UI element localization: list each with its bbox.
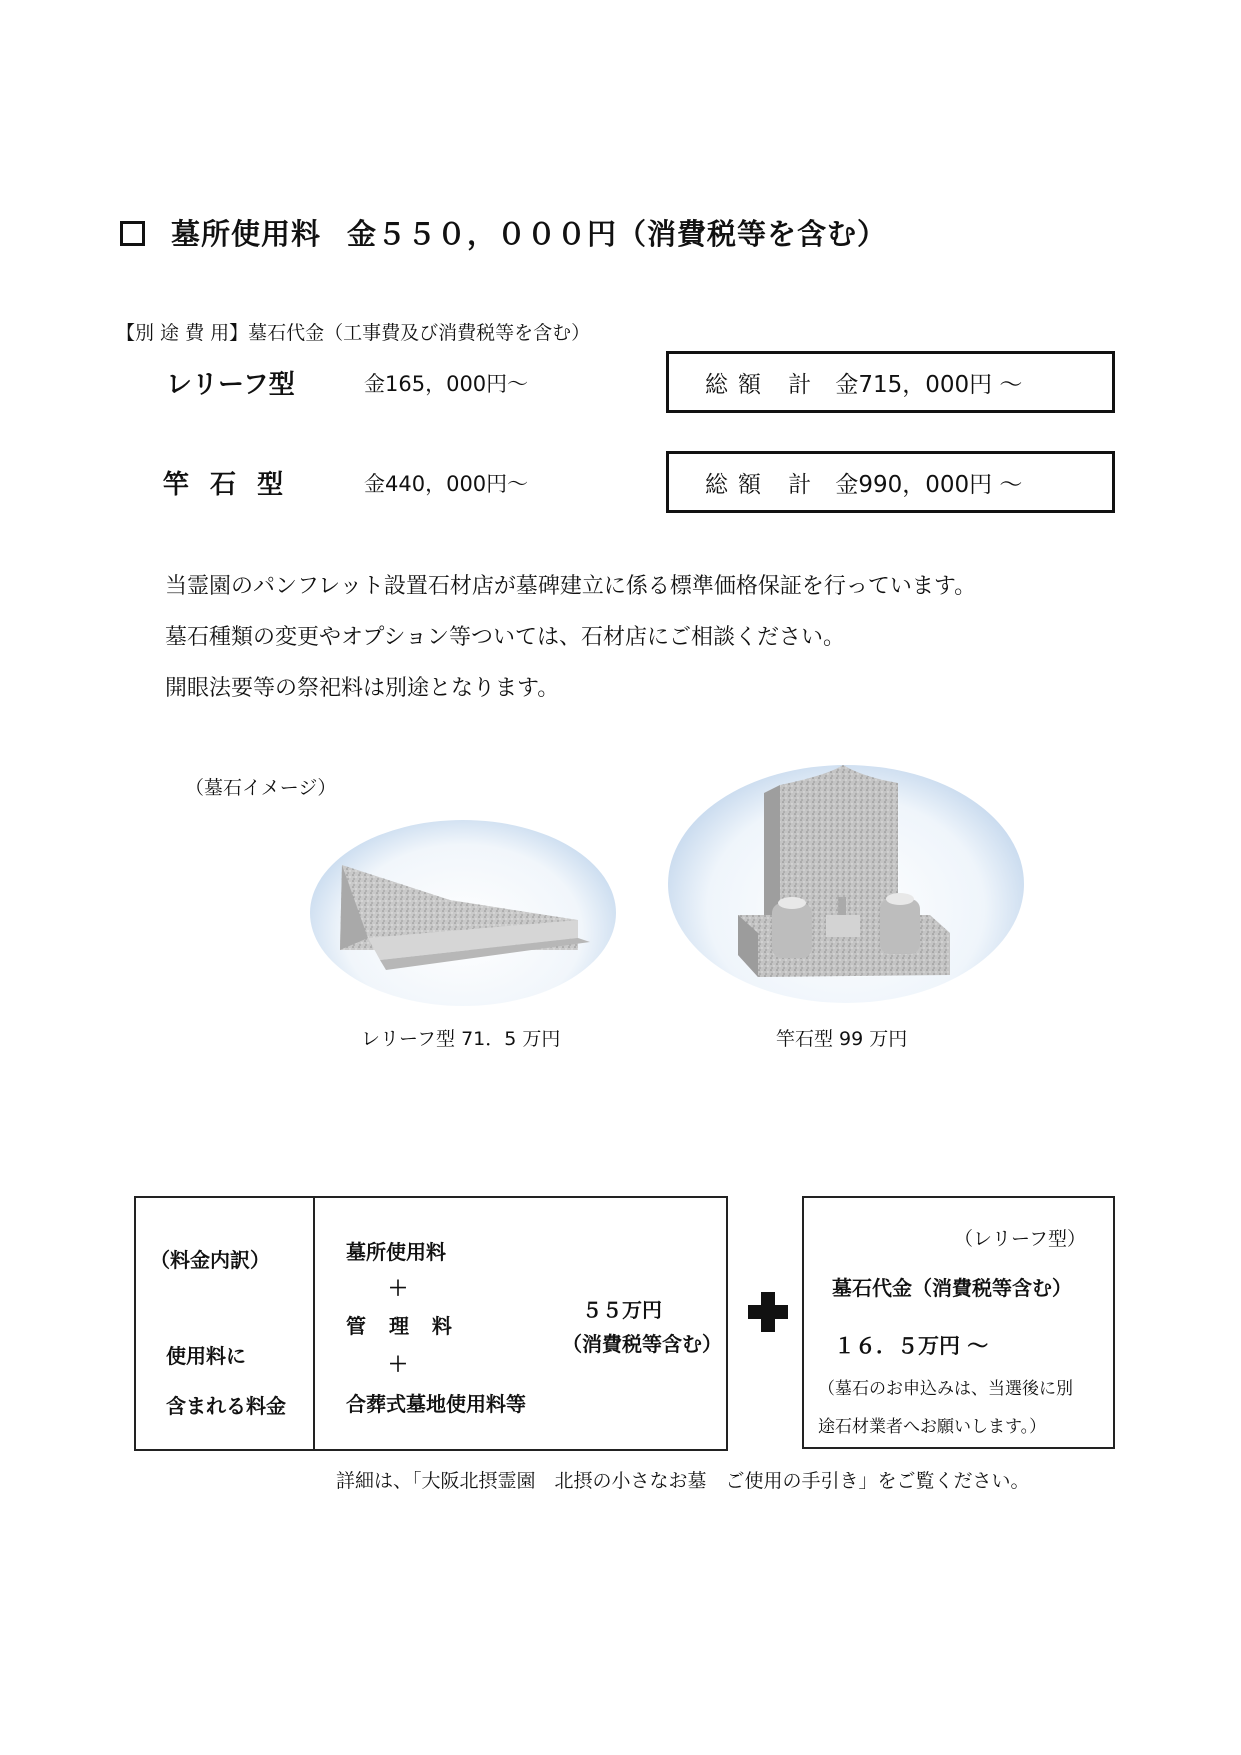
breakdown-item-grave-fee: 墓所使用料 (346, 1240, 446, 1264)
upright-stone-drawing (668, 765, 1024, 1003)
stone-cost-type: （レリーフ型） (954, 1228, 1087, 1250)
footer-note: 詳細は、「大阪北摂霊園 北摂の小さなお墓 ご使用の手引き」をご覧ください。 (336, 1470, 1030, 1492)
breakdown-item-management-fee: 管 理 料 (346, 1314, 460, 1338)
type-price-relief: 金165，000円～ (364, 372, 529, 396)
upright-caption: 竿石型 99 万円 (776, 1028, 908, 1050)
total-box-relief (666, 351, 1115, 413)
breakdown-amount: ５５万円 (582, 1298, 662, 1322)
relief-stone-image (310, 820, 616, 1006)
heading-label: 墓所使用料 (171, 217, 322, 251)
checkbox-square-icon (120, 221, 145, 246)
type-name-relief: レリーフ型 (166, 370, 295, 400)
breakdown-label-1: 使用料に (166, 1344, 246, 1368)
plus-icon (748, 1292, 788, 1332)
upright-stone-image (668, 765, 1024, 1003)
breakdown-item-joint-grave-fee: 合葬式墓地使用料等 (346, 1392, 526, 1416)
breakdown-amount-note: （消費税等含む） (562, 1332, 722, 1356)
total-label-relief: 総額 計 (705, 371, 822, 398)
table-divider (313, 1198, 315, 1449)
extra-cost-note: 【別 途 費 用】墓石代金（工事費及び消費税等を含む） (116, 322, 591, 344)
relief-caption: レリーフ型 71．5 万円 (361, 1028, 561, 1050)
breakdown-title: （料金内訳） (150, 1248, 270, 1272)
type-price-upright: 金440，000円～ (364, 472, 529, 496)
breakdown-plus-2: ＋ (388, 1352, 408, 1376)
image-section-title: （墓石イメージ） (185, 777, 337, 799)
paragraph-ceremony: 開眼法要等の祭祀料は別途となります。 (165, 676, 560, 701)
stone-cost-note-2: 途石材業者へお願いします。） (818, 1417, 1047, 1437)
paragraph-guarantee: 当霊園のパンフレット設置石材店が墓碑建立に係る標準価格保証を行っています。 (165, 574, 977, 599)
stone-cost-note-1: （墓石のお申込みは、当選後に別 (818, 1379, 1073, 1399)
total-label-upright: 総額 計 (705, 471, 822, 498)
breakdown-label-2: 含まれる料金 (166, 1394, 286, 1418)
type-name-upright: 竿 石 型 (163, 470, 290, 500)
paragraph-options: 墓石種類の変更やオプション等ついては、石材店にご相談ください。 (165, 625, 846, 650)
stone-cost-amount: １６．５万円 ～ (834, 1334, 989, 1358)
total-box-upright (666, 451, 1115, 513)
stone-cost-label: 墓石代金（消費税等含む） (832, 1276, 1072, 1300)
total-amount-relief: 金715，000円 ～ (835, 371, 1023, 398)
stone-cost-box (802, 1196, 1115, 1449)
page-heading (120, 212, 887, 253)
heading-amount: 金５５０，０００円（消費税等を含む） (347, 217, 888, 251)
fee-breakdown-table (134, 1196, 728, 1451)
total-amount-upright: 金990，000円 ～ (835, 471, 1023, 498)
breakdown-plus-1: ＋ (388, 1276, 408, 1300)
relief-stone-drawing (310, 820, 616, 1006)
